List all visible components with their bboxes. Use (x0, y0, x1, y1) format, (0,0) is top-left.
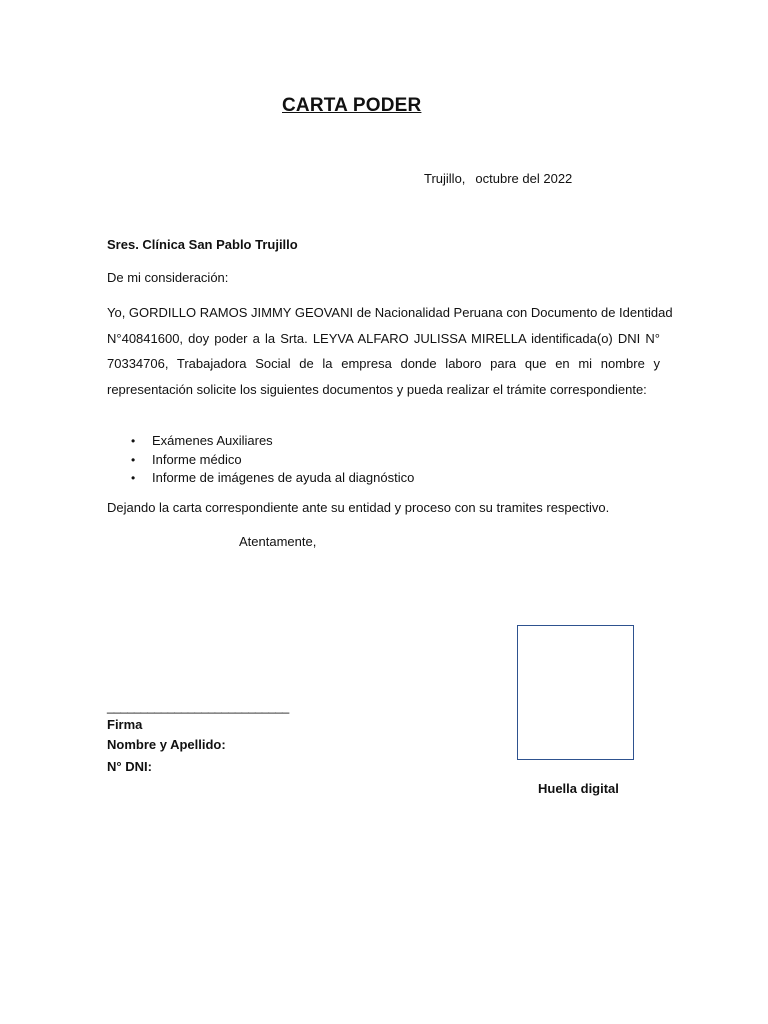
requested-documents-list (131, 432, 414, 488)
list-item-label: Exámenes Auxiliares (152, 433, 273, 448)
list-item-label: Informe de imágenes de ayuda al diagnóstico (152, 470, 415, 485)
body-line: N°40841600, doy poder a la Srta. LEYVA ALFARO JULISSA MIRELLA identificada(o) DNI N° (107, 330, 660, 346)
date-line (424, 171, 572, 186)
fingerprint-label: Huella digital (538, 781, 619, 796)
date-text: octubre del 2022 (475, 171, 573, 186)
signature-label: Firma (107, 717, 143, 732)
date-city: Trujillo, (424, 171, 466, 186)
name-label: Nombre y Apellido: (107, 737, 226, 752)
bullet-icon: • (131, 434, 136, 448)
recipient: Sres. Clínica San Pablo Trujillo (107, 237, 298, 252)
dni-label: N° DNI: (107, 759, 152, 774)
list-item-label: Informe médico (152, 451, 242, 467)
closing-sentence: Dejando la carta correspondiente ante su entidad y proceso con su tramites respectivo. (107, 500, 610, 515)
list-item (131, 469, 414, 488)
fingerprint-box (517, 625, 634, 760)
bullet-icon: • (131, 471, 136, 485)
body-line: 70334706, Trabajadora Social de la empresa donde laboro para que en mi nombre y (107, 356, 660, 371)
list-item (131, 432, 414, 451)
greeting: De mi consideración: (107, 270, 229, 285)
bullet-icon: • (131, 452, 136, 467)
regards: Atentamente, (239, 534, 317, 549)
signature-line: ___________________________ (107, 699, 289, 714)
list-item (131, 451, 414, 470)
body-line: representación solicite los siguientes documentos y pueda realizar el trámite correspondiente: (107, 381, 647, 397)
body-line: Yo, GORDILLO RAMOS JIMMY GEOVANI de Nacionalidad Peruana con Documento de Identidad (107, 305, 673, 320)
document-title: CARTA PODER (282, 95, 422, 116)
body-paragraph (107, 300, 673, 402)
